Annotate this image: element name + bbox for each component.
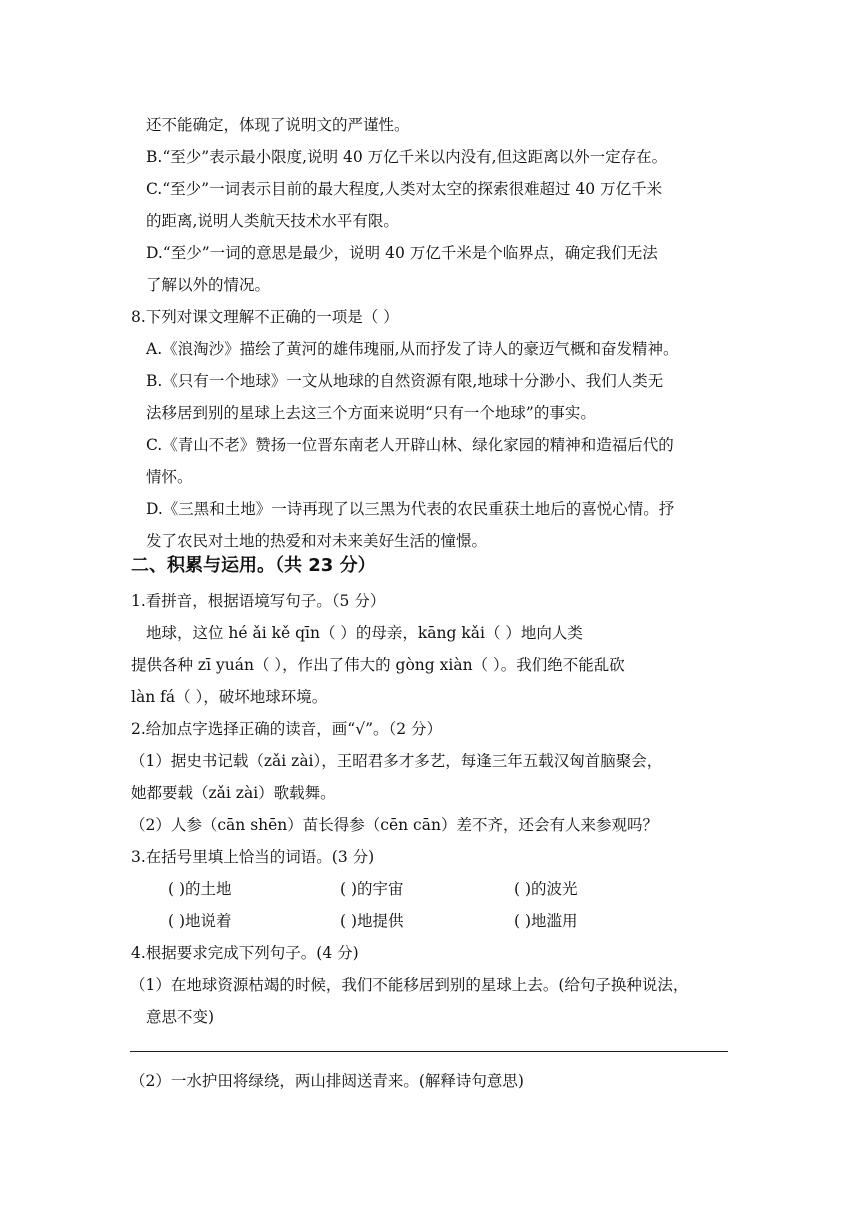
s2-q4-item1: （1）在地球资源枯竭的时候，我们不能移居到别的星球上去。(给句子换种说法， <box>130 976 689 994</box>
q7-option-a-cont: 还不能确定，体现了说明文的严谨性。 <box>146 116 410 134</box>
s2-q3-stem: 3.在括号里填上恰当的词语。(3 分) <box>131 848 375 866</box>
s2-q2-item2: （2）人参（cān shēn）苗长得参（cēn cān）差不齐，还会有人来参观吗？ <box>130 816 658 834</box>
s2-q2-stem: 2.给加点字选择正确的读音，画“√”。（2 分） <box>131 720 443 738</box>
s2-q4-item1-cont: 意思不变) <box>146 1008 215 1026</box>
section-title: 二、积累与运用。（共 23 分） <box>131 555 376 576</box>
q8-option-d: D.《三黑和土地》一诗再现了以三黑为代表的农民重获土地后的喜悦心情。抒 <box>146 500 675 518</box>
q8-stem: 8.下列对课文理解不正确的一项是（ ） <box>131 308 399 326</box>
q7-option-c-cont: 的距离,说明人类航天技术水平有限。 <box>146 212 399 230</box>
q8-option-c: C.《青山不老》赞扬一位晋东南老人开辟山林、绿化家园的精神和造福后代的 <box>146 436 674 454</box>
q8-option-b-cont: 法移居到别的星球上去这三个方面来说明“只有一个地球”的事实。 <box>146 404 596 422</box>
q7-option-d: D.“至少”一词的意思是最少，说明 40 万亿千米是个临界点，确定我们无法 <box>146 244 658 262</box>
q8-option-a: A.《浪淘沙》描绘了黄河的雄伟瑰丽,从而抒发了诗人的豪迈气概和奋发精神。 <box>146 340 679 358</box>
s2-q2-item1: （1）据史书记载（zǎi zài），王昭君多才多艺，每逢三年五载汉匈首脑聚会， <box>130 752 663 770</box>
s2-q2-item1-cont: 她都要载（zǎi zài）歌载舞。 <box>131 784 336 802</box>
q8-option-b: B.《只有一个地球》一文从地球的自然资源有限,地球十分渺小、我们人类无 <box>146 372 664 390</box>
s2-q1-line3: làn fá（ ），破坏地球环境。 <box>131 688 328 706</box>
s2-q4-item2: （2）一水护田将绿绕，两山排闼送青来。(解释诗句意思) <box>130 1072 524 1090</box>
q8-option-d-cont: 发了农民对土地的热爱和对未来美好生活的憧憬。 <box>146 532 488 550</box>
fill-item: ( )地滥用 <box>514 912 578 930</box>
answer-line <box>130 1051 728 1052</box>
s2-q1-line1: 地球，这位 hé ǎi kě qīn（ ）的母亲，kāng kǎi（ ）地向人类 <box>146 624 583 642</box>
fill-item: ( )的波光 <box>514 880 578 898</box>
s2-q1-line2: 提供各种 zī yuán（ ），作出了伟大的 gòng xiàn（ ）。我们绝不能乱砍 <box>131 656 625 674</box>
fill-item: ( )的宇宙 <box>340 880 404 898</box>
fill-item: ( )的土地 <box>168 880 232 898</box>
s2-q1-stem: 1.看拼音，根据语境写句子。（5 分） <box>131 592 386 610</box>
q7-option-b: B.“至少”表示最小限度,说明 40 万亿千米以内没有,但这距离以外一定存在。 <box>146 148 668 166</box>
q7-option-d-cont: 了解以外的情况。 <box>146 276 271 294</box>
q7-option-c: C.“至少”一词表示目前的最大程度,人类对太空的探索很难超过 40 万亿千米 <box>146 180 663 198</box>
fill-item: ( )地提供 <box>340 912 404 930</box>
fill-item: ( )地说着 <box>168 912 232 930</box>
s2-q4-stem: 4.根据要求完成下列句子。(4 分) <box>131 944 359 962</box>
q8-option-c-cont: 情怀。 <box>146 468 193 486</box>
